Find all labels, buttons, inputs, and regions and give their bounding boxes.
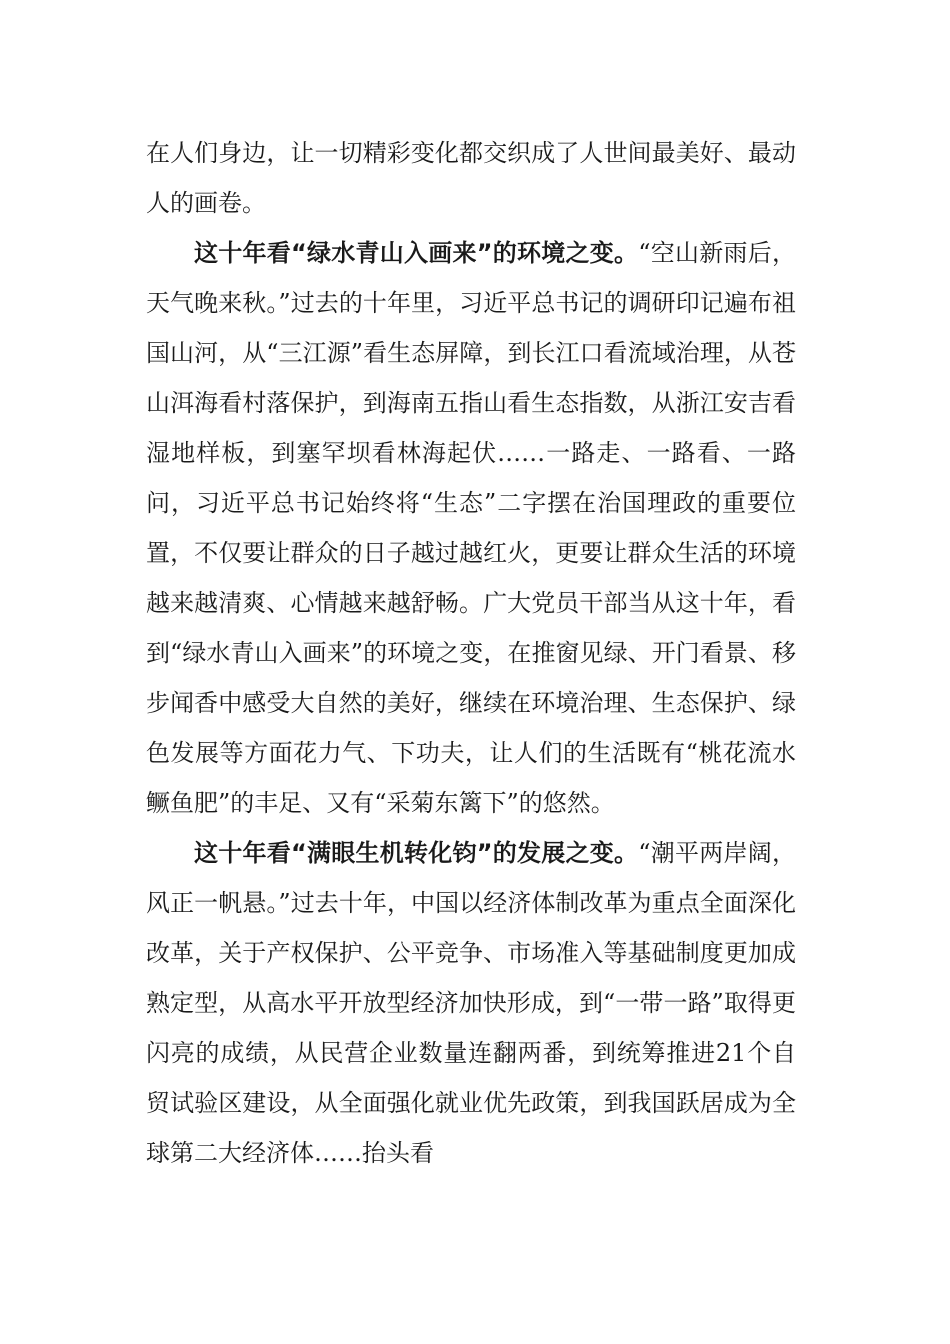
paragraph-3-text: “潮平两岸阔，风正一帆悬。”过去十年，中国以经济体制改革为重点全面深化改革，关于产权保护、公平竞争、市场准入等基础制度更加成熟定型，从高水平开放型经济加快形成，到“一带一路”取得更闪亮的成绩，从民营企业数量连翻两番，到统筹推进21个自贸试验区建设，从全面强化就业优先政策，到我国跃居成为全球第二大经济体……抬头看 xyxy=(146,839,797,1167)
paragraph-3 xyxy=(146,828,796,1178)
paragraph-3-lead: 这十年看“满眼生机转化钧”的发展之变。 xyxy=(194,839,639,867)
paragraph-2 xyxy=(146,228,796,828)
paragraph-1-text: 在人们身边，让一切精彩变化都交织成了人世间最美好、最动人的画卷。 xyxy=(146,139,796,217)
document-page xyxy=(146,128,796,1178)
paragraph-2-lead: 这十年看“绿水青山入画来”的环境之变。 xyxy=(194,239,639,267)
paragraph-2-text: “空山新雨后，天气晚来秋。”过去的十年里，习近平总书记的调研印记遍布祖国山河，从“三江源”看生态屏障，到长江口看流域治理，从苍山洱海看村落保护，到海南五指山看生态指数，从浙江安吉看湿地样板，到塞罕坝看林海起伏……一路走、一路看、一路问，习近平总书记始终将“生态”二字摆在治国理政的重要位置，不仅要让群众的日子越过越红火，更要让群众生活的环境越来越清爽、心情越来越舒畅。广大党员干部当从这十年，看到“绿水青山入画来”的环境之变，在推窗见绿、开门看景、移步闻香中感受大自然的美好，继续在环境治理、生态保护、绿色发展等方面花力气、下功夫，让人们的生活既有“桃花流水鳜鱼肥”的丰足、又有“采菊东篱下”的悠然。 xyxy=(146,239,797,817)
paragraph-1 xyxy=(146,128,796,228)
